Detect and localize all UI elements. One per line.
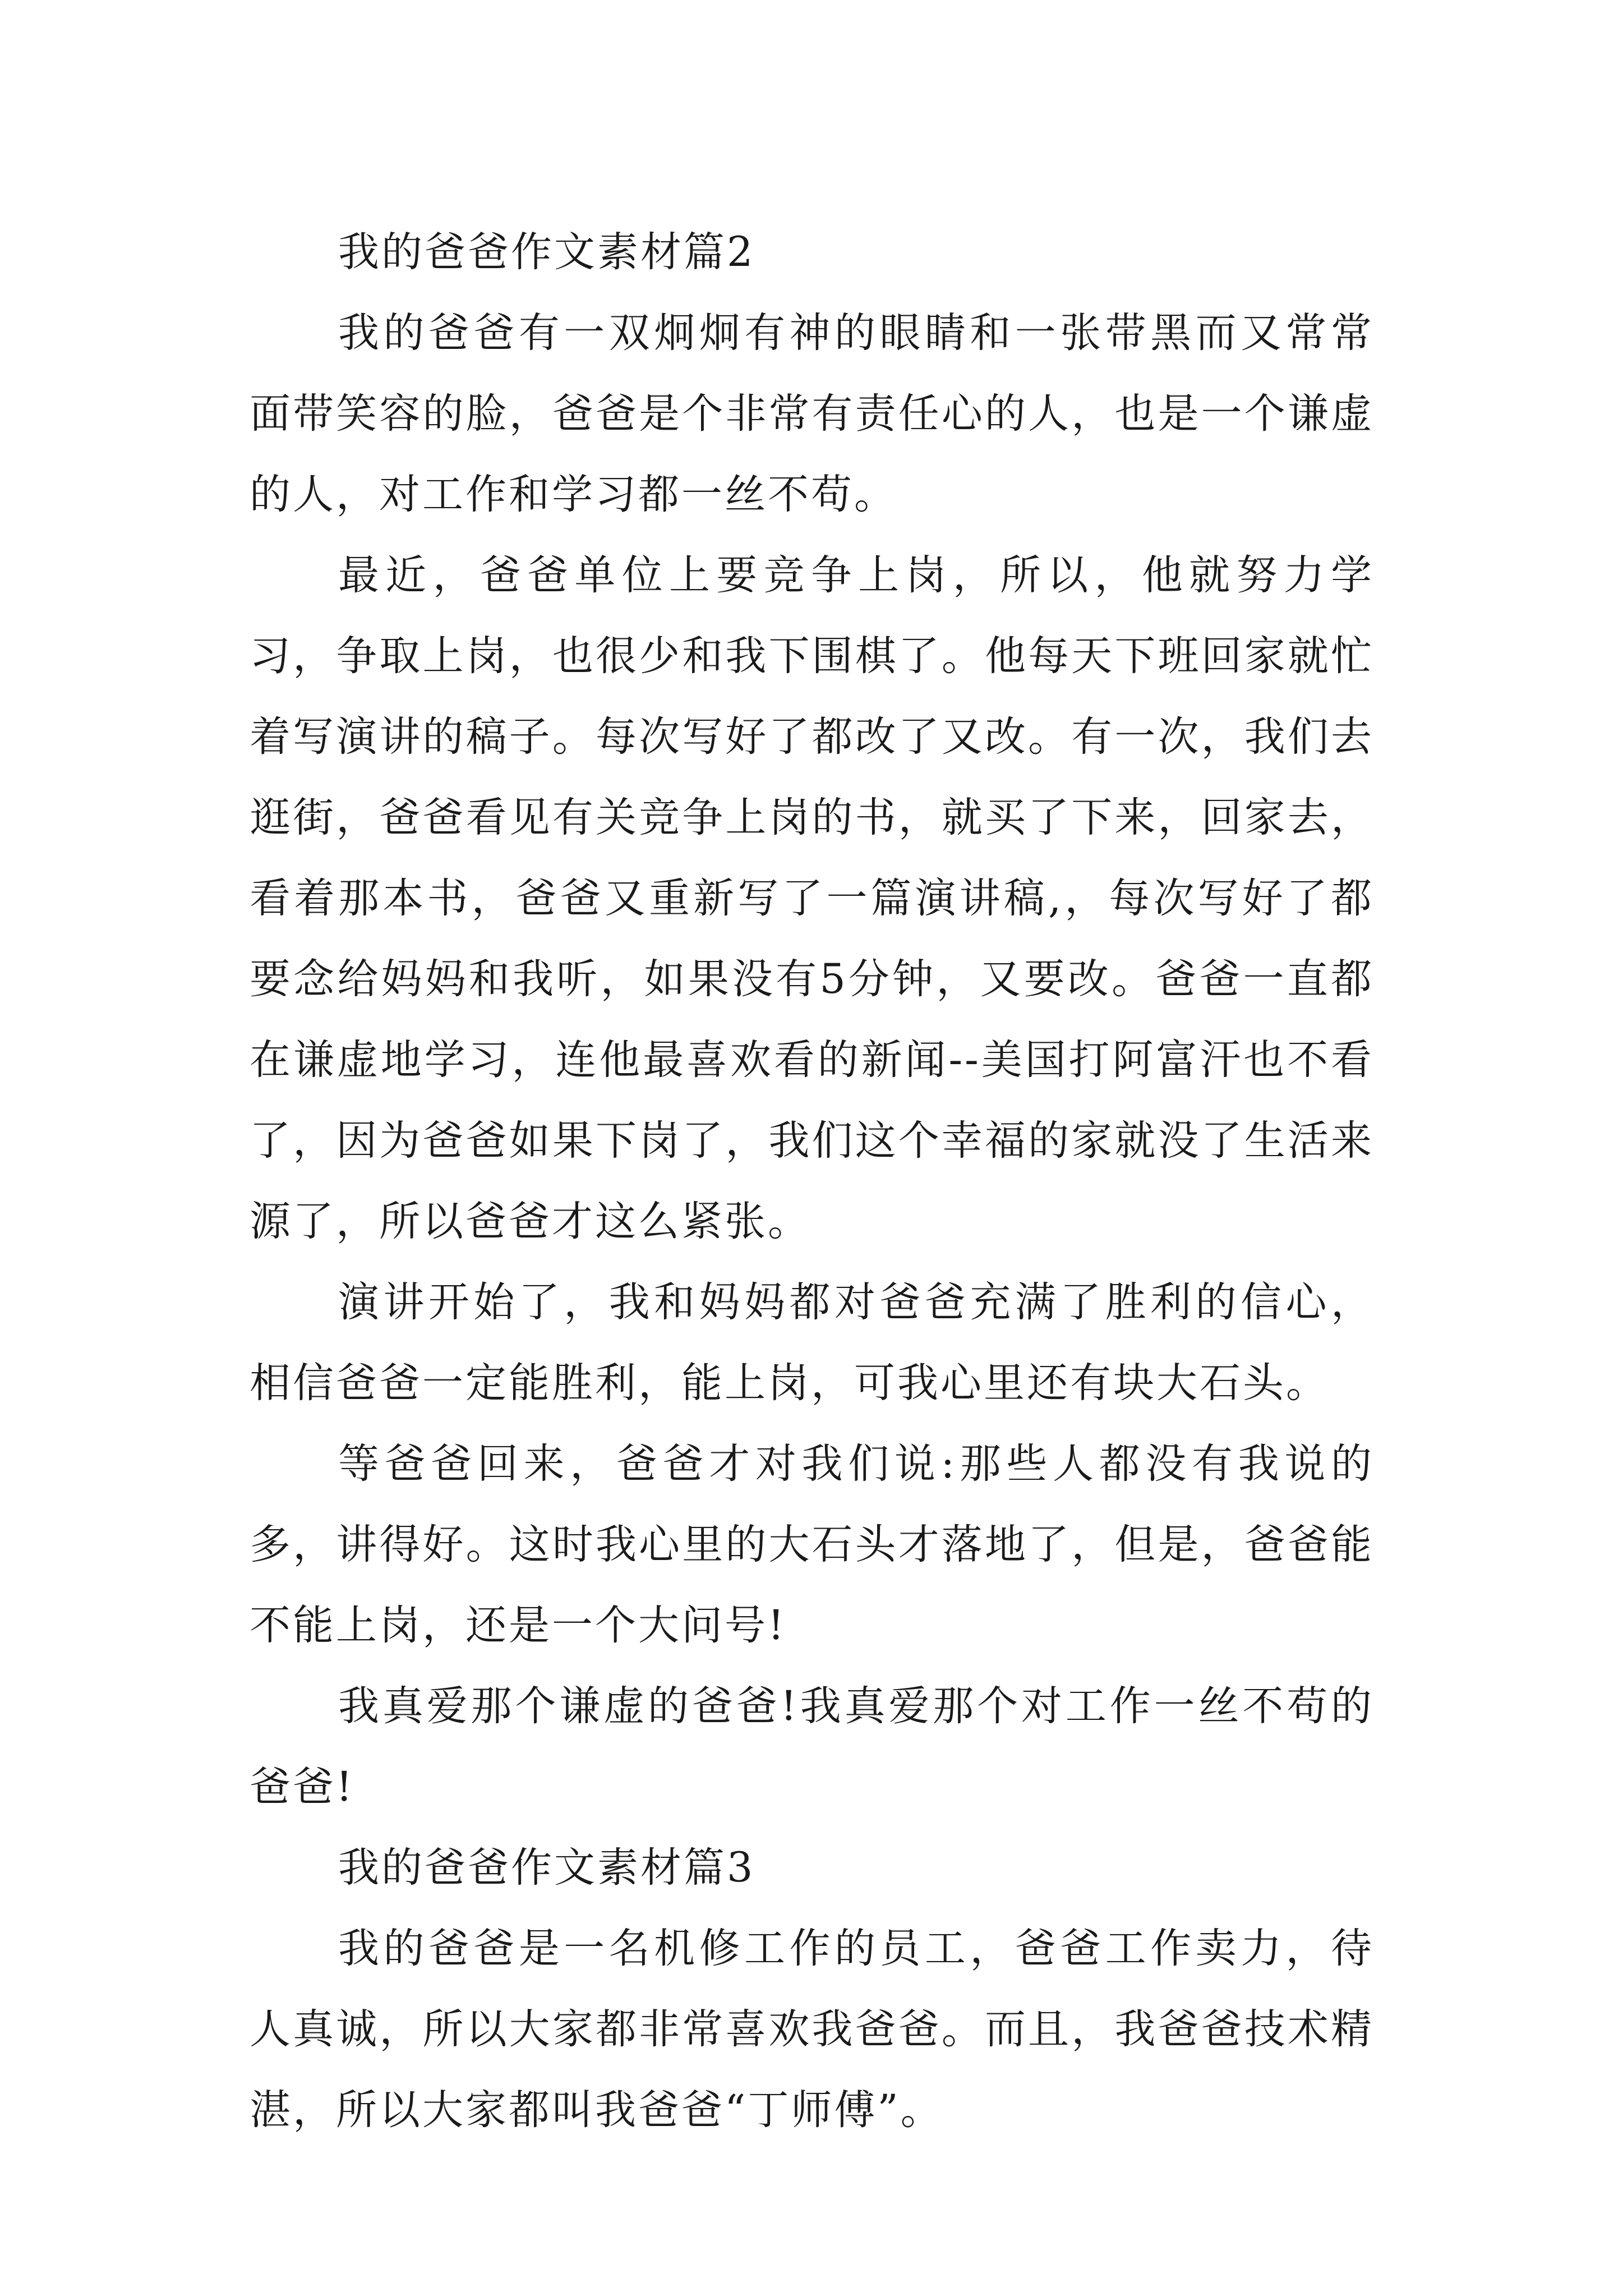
section-heading: 我的爸爸作文素材篇3: [338, 1844, 755, 1892]
document-body: [250, 212, 1374, 2151]
body-paragraph: 我真爱那个谦虚的爸爸!我真爱那个对工作一丝不苟的爸爸!: [250, 1682, 1374, 1811]
body-paragraph: 最近，爸爸单位上要竞争上岗，所以，他就努力学习，争取上岗，也很少和我下围棋了。他每天下班回家就忙着写演讲的稿子。每次写好了都改了又改。有一次，我们去逛街，爸爸看见有关竞争上岗的书，就买了下来，回家去，看着那本书，爸爸又重新写了一篇演讲稿,，每次写好了都要念给妈妈和我听，如果没有5分钟，又要改。爸爸一直都在谦虚地学习，连他最喜欢看的新闻--美国打阿富汗也不看了，因为爸爸如果下岗了，我们这个幸福的家就没了生活来源了，所以爸爸才这么紧张。: [250, 551, 1374, 1245]
body-paragraph: 演讲开始了，我和妈妈都对爸爸充满了胜利的信心，相信爸爸一定能胜利，能上岗，可我心里还有块大石头。: [250, 1278, 1374, 1407]
body-paragraph: 等爸爸回来，爸爸才对我们说:那些人都没有我说的多，讲得好。这时我心里的大石头才落地了，但是，爸爸能不能上岗，还是一个大问号!: [250, 1440, 1374, 1649]
body-paragraph: 我的爸爸有一双炯炯有神的眼睛和一张带黑而又常常面带笑容的脸，爸爸是个非常有责任心的人，也是一个谦虚的人，对工作和学习都一丝不苟。: [250, 309, 1374, 518]
section-heading: 我的爸爸作文素材篇2: [338, 228, 755, 276]
body-paragraph: 我的爸爸是一名机修工作的员工，爸爸工作卖力，待人真诚，所以大家都非常喜欢我爸爸。而且，我爸爸技术精湛，所以大家都叫我爸爸“丁师傅”。: [250, 1925, 1374, 2134]
